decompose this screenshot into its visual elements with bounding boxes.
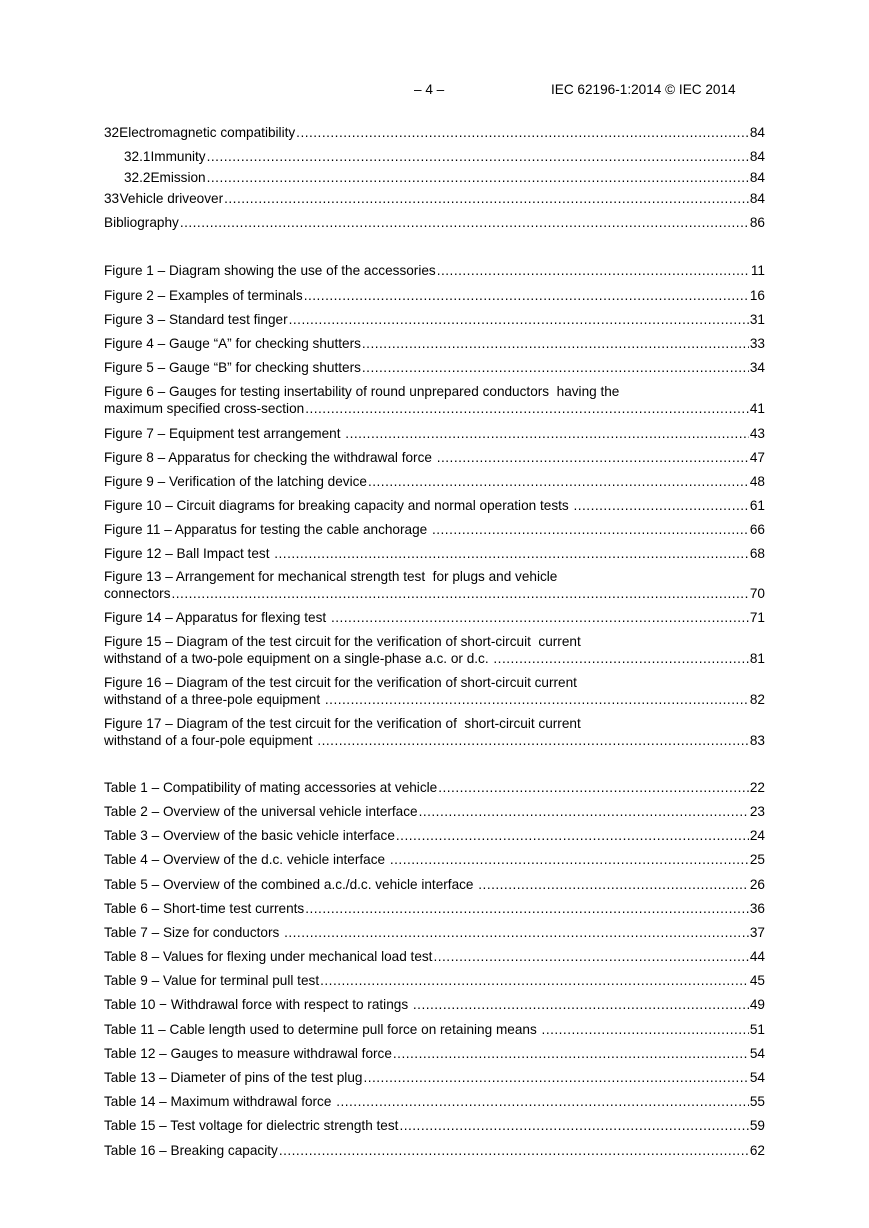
leader-dots (399, 1117, 748, 1134)
figure-entry[interactable] (104, 311, 765, 328)
page-ref: 41 (749, 401, 765, 416)
figure-title: Figure 8 – Apparatus for checking the withdrawal force (104, 450, 436, 465)
leader-dots (345, 425, 749, 442)
clause-title: Electromagnetic compatibility (119, 125, 296, 140)
table-entry[interactable] (104, 1093, 765, 1110)
page-ref: 66 (749, 522, 765, 537)
figure-title: Figure 9 – Verification of the latching device (104, 474, 367, 489)
page-ref: 31 (749, 312, 765, 327)
table-entry[interactable] (104, 1069, 765, 1086)
figure-title-line1: Figure 13 – Arrangement for mechanical strength test for plugs and vehicle (104, 569, 558, 584)
page-ref: 25 (749, 852, 765, 867)
clause-title: Vehicle driveover (119, 191, 224, 206)
table-title: Table 3 – Overview of the basic vehicle interface (104, 828, 395, 843)
table-title: Table 4 – Overview of the d.c. vehicle interface (104, 852, 389, 867)
table-entry[interactable] (104, 996, 765, 1013)
leader-dots (289, 311, 749, 328)
table-entry[interactable] (104, 924, 765, 941)
leader-dots (413, 996, 749, 1013)
page-ref: 49 (749, 997, 765, 1012)
figure-title: Figure 14 – Apparatus for flexing test (104, 610, 330, 625)
figure-entry[interactable] (104, 545, 765, 562)
table-entry[interactable] (104, 1117, 765, 1134)
leader-dots (368, 473, 749, 490)
leader-dots (433, 948, 748, 965)
leader-dots (224, 190, 749, 207)
figure-title-line1: Figure 17 – Diagram of the test circuit for the verification of short-circuit current (104, 716, 581, 731)
table-title: Table 11 – Cable length used to determine pull force on retaining means (104, 1022, 541, 1037)
page-ref: 55 (749, 1094, 765, 1109)
page-ref: 44 (749, 949, 765, 964)
clause-title: Bibliography (104, 215, 179, 230)
page-number: – 4 – (414, 82, 445, 97)
leader-dots (274, 545, 749, 562)
clause-number: 32 (104, 125, 120, 140)
clause-number: 32.2 (124, 170, 151, 185)
figure-title: maximum specified cross-section (104, 401, 305, 416)
leader-dots (305, 900, 749, 917)
figure-title: Figure 11 – Apparatus for testing the cable anchorage (104, 522, 431, 537)
table-entry[interactable] (104, 1021, 765, 1038)
leader-dots (207, 169, 749, 186)
figure-entry[interactable] (104, 449, 765, 466)
figure-entry[interactable] (104, 497, 765, 514)
page-ref: 43 (749, 426, 765, 441)
page-ref: 84 (749, 149, 765, 164)
figure-title: Figure 10 – Circuit diagrams for breaking capacity and normal operation tests (104, 498, 573, 513)
leader-dots (336, 1093, 749, 1110)
table-entry[interactable] (104, 876, 765, 893)
page-ref: 61 (749, 498, 765, 513)
page-ref: 11 (750, 263, 765, 278)
figure-entry[interactable] (104, 359, 765, 376)
figure-entry[interactable] (104, 287, 765, 304)
figure-entry[interactable] (104, 383, 765, 417)
page-ref: 84 (749, 191, 765, 206)
clause-number: 33 (104, 191, 120, 206)
page-ref: 48 (749, 474, 765, 489)
figure-title: withstand of a four-pole equipment (104, 733, 317, 748)
leader-dots (478, 876, 749, 893)
table-title: Table 15 – Test voltage for dielectric strength test (104, 1118, 399, 1133)
leader-dots (390, 851, 749, 868)
figure-title: withstand of a two-pole equipment on a single-phase a.c. or d.c. (104, 651, 493, 666)
leader-dots (325, 691, 749, 708)
figure-title: Figure 1 – Diagram showing the use of the accessories (104, 263, 436, 278)
leader-dots (172, 585, 749, 602)
leader-dots (296, 124, 749, 141)
figure-entry[interactable] (104, 568, 765, 602)
table-title: Table 6 – Short-time test currents (104, 901, 305, 916)
leader-dots (331, 609, 749, 626)
page-ref: 82 (749, 692, 765, 707)
figure-entry[interactable] (104, 473, 765, 490)
table-title: Table 8 – Values for flexing under mechanical load test (104, 949, 433, 964)
table-entry[interactable] (104, 827, 765, 844)
toc-entry[interactable] (104, 214, 765, 231)
table-title: Table 14 – Maximum withdrawal force (104, 1094, 336, 1109)
page-ref: 37 (749, 925, 765, 940)
leader-dots (317, 732, 749, 749)
figure-title: Figure 12 – Ball Impact test (104, 546, 274, 561)
page-ref: 51 (749, 1022, 765, 1037)
table-title: Table 2 – Overview of the universal vehicle interface (104, 804, 418, 819)
page-ref: 34 (749, 360, 765, 375)
table-title: Table 10 − Withdrawal force with respect to ratings (104, 997, 412, 1012)
page-ref: 62 (749, 1143, 765, 1158)
clause-title: Emission (150, 170, 206, 185)
table-title: Table 13 – Diameter of pins of the test plug (104, 1070, 363, 1085)
page-ref: 81 (749, 651, 765, 666)
figure-title: Figure 7 – Equipment test arrangement (104, 426, 345, 441)
table-title: Table 12 – Gauges to measure withdrawal force (104, 1046, 392, 1061)
page-ref: 47 (749, 450, 765, 465)
page-ref: 22 (749, 780, 765, 795)
table-entry[interactable] (104, 779, 765, 796)
page-ref: 59 (749, 1118, 765, 1133)
figure-title-line1: Figure 15 – Diagram of the test circuit for the verification of short-circuit current (104, 634, 581, 649)
leader-dots (362, 335, 749, 352)
table-title: Table 9 – Value for terminal pull test (104, 973, 320, 988)
figure-entry[interactable] (104, 521, 765, 538)
leader-dots (437, 262, 750, 279)
figure-title: withstand of a three-pole equipment (104, 692, 324, 707)
leader-dots (396, 827, 749, 844)
leader-dots (432, 521, 749, 538)
page-ref: 84 (749, 170, 765, 185)
page-ref: 71 (749, 610, 765, 625)
page-ref: 83 (749, 733, 765, 748)
figure-title-line1: Figure 16 – Diagram of the test circuit for the verification of short-circuit current (104, 675, 577, 690)
figure-entry[interactable] (104, 335, 765, 352)
page-ref: 36 (749, 901, 765, 916)
page-ref: 23 (749, 804, 765, 819)
page-ref: 33 (749, 336, 765, 351)
leader-dots (304, 287, 749, 304)
standard-reference: IEC 62196-1:2014 © IEC 2014 (551, 82, 736, 97)
page-ref: 70 (749, 586, 765, 601)
leader-dots (419, 803, 749, 820)
figure-entry[interactable] (104, 609, 765, 626)
figure-title: Figure 2 – Examples of terminals (104, 288, 303, 303)
table-title: Table 16 – Breaking capacity (104, 1143, 278, 1158)
figure-entry[interactable] (104, 425, 765, 442)
leader-dots (437, 449, 749, 466)
leader-dots (284, 924, 749, 941)
clause-title: Immunity (150, 149, 206, 164)
page-ref: 54 (749, 1046, 765, 1061)
toc-entry[interactable] (104, 169, 765, 186)
leader-dots (542, 1021, 749, 1038)
figure-entry[interactable] (104, 262, 765, 279)
leader-dots (573, 497, 748, 514)
leader-dots (493, 650, 748, 667)
figure-entry[interactable] (104, 674, 765, 708)
table-entry[interactable] (104, 948, 765, 965)
figure-title: Figure 4 – Gauge “A” for checking shutters (104, 336, 361, 351)
page-ref: 16 (749, 288, 765, 303)
figure-entry[interactable] (104, 715, 765, 749)
table-entry[interactable] (104, 972, 765, 989)
figure-title: connectors (104, 586, 171, 601)
toc-entry[interactable] (104, 148, 765, 165)
leader-dots (305, 400, 749, 417)
page-ref: 68 (749, 546, 765, 561)
page-ref: 84 (749, 125, 765, 140)
table-entry[interactable] (104, 900, 765, 917)
table-entry[interactable] (104, 851, 765, 868)
clause-number: 32.1 (124, 149, 151, 164)
leader-dots (362, 359, 749, 376)
page-ref: 24 (749, 828, 765, 843)
figure-title: Figure 3 – Standard test finger (104, 312, 288, 327)
page-ref: 26 (749, 877, 765, 892)
toc-entry[interactable] (104, 190, 765, 207)
page-ref: 54 (749, 1070, 765, 1085)
table-title: Table 5 – Overview of the combined a.c./d.c. vehicle interface (104, 877, 478, 892)
leader-dots (363, 1069, 748, 1086)
table-entry[interactable] (104, 1142, 765, 1159)
leader-dots (438, 779, 749, 796)
toc-entry[interactable] (104, 124, 765, 141)
figure-title-line1: Figure 6 – Gauges for testing insertability of round unprepared conductors having the (104, 384, 620, 399)
figure-entry[interactable] (104, 633, 765, 667)
table-entry[interactable] (104, 1045, 765, 1062)
leader-dots (320, 972, 749, 989)
page-ref: 45 (749, 973, 765, 988)
table-entry[interactable] (104, 803, 765, 820)
leader-dots (207, 148, 749, 165)
table-title: Table 1 – Compatibility of mating accessories at vehicle (104, 780, 438, 795)
leader-dots (393, 1045, 749, 1062)
page-ref: 86 (749, 215, 765, 230)
leader-dots (279, 1142, 749, 1159)
figure-title: Figure 5 – Gauge “B” for checking shutters (104, 360, 361, 375)
leader-dots (180, 214, 749, 231)
table-title: Table 7 – Size for conductors (104, 925, 284, 940)
